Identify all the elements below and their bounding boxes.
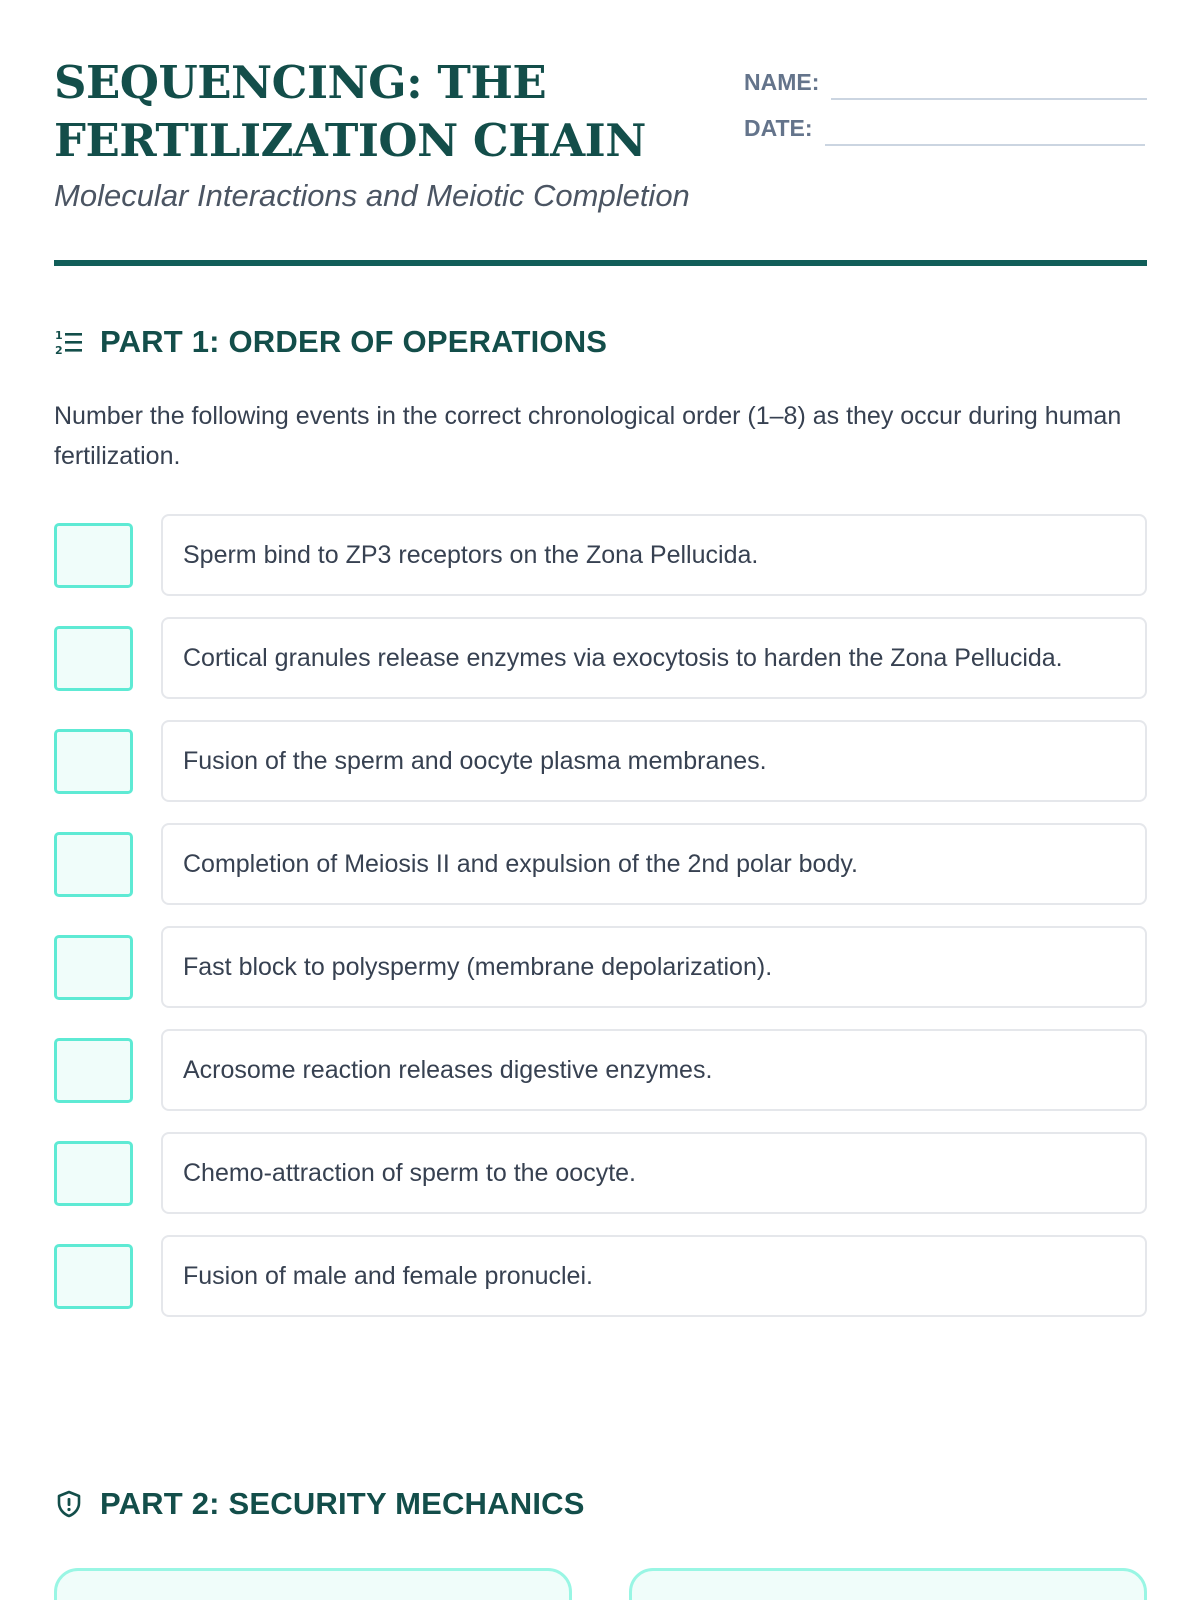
part2-heading (54, 1486, 585, 1522)
sequence-list (54, 514, 1147, 1338)
worksheet-page (54, 0, 1147, 1521)
name-label: NAME: (744, 69, 820, 95)
event-text: Fusion of the sperm and oocyte plasma membranes. (161, 720, 1147, 802)
sequence-item (54, 823, 1147, 905)
part1-heading (54, 324, 607, 360)
date-row (744, 100, 1147, 146)
sequence-item (54, 514, 1147, 596)
security-card-right (629, 1568, 1147, 1600)
part1-title: PART 1: ORDER OF OPERATIONS (100, 324, 608, 359)
event-text: Acrosome reaction releases digestive enzymes. (161, 1029, 1147, 1111)
sequence-item (54, 617, 1147, 699)
part2-cards (54, 1568, 1147, 1600)
event-text: Completion of Meiosis II and expulsion of the 2nd polar body. (161, 823, 1147, 905)
worksheet-header (54, 0, 1147, 266)
svg-text:1: 1 (55, 329, 63, 342)
security-card-left (54, 1568, 572, 1600)
order-number-input[interactable] (54, 523, 133, 588)
title-line-2: FERTILIZATION CHAIN (54, 114, 646, 167)
order-number-input[interactable] (54, 626, 133, 691)
numbered-list-icon (54, 327, 84, 357)
event-text: Cortical granules release enzymes via exocytosis to harden the Zona Pellucida. (161, 617, 1147, 699)
svg-text:2: 2 (55, 344, 63, 357)
order-number-input[interactable] (54, 1244, 133, 1309)
sequence-item (54, 720, 1147, 802)
part1-instructions: Number the following events in the correct chronological order (1–8) as they occur during human fertilization. (54, 402, 1122, 470)
name-row (744, 54, 1147, 100)
order-number-input[interactable] (54, 1038, 133, 1103)
order-number-input[interactable] (54, 1141, 133, 1206)
order-number-input[interactable] (54, 935, 133, 1000)
sequence-item (54, 1132, 1147, 1214)
student-info (744, 54, 1147, 146)
event-text: Sperm bind to ZP3 receptors on the Zona Pellucida. (161, 514, 1147, 596)
sequence-item (54, 1235, 1147, 1317)
order-number-input[interactable] (54, 729, 133, 794)
shield-alert-icon (54, 1489, 84, 1519)
date-label: DATE: (744, 115, 813, 141)
title-line-1: SEQUENCING: THE (54, 56, 547, 109)
event-text: Fast block to polyspermy (membrane depolarization). (161, 926, 1147, 1008)
event-text: Fusion of male and female pronuclei. (161, 1235, 1147, 1317)
name-field[interactable] (831, 70, 1147, 100)
part2-title: PART 2: SECURITY MECHANICS (100, 1486, 585, 1521)
date-field[interactable] (825, 116, 1145, 146)
page-subtitle: Molecular Interactions and Meiotic Completion (54, 178, 690, 213)
sequence-item (54, 926, 1147, 1008)
event-text: Chemo-attraction of sperm to the oocyte. (161, 1132, 1147, 1214)
header-divider (54, 260, 1147, 266)
page-title (54, 54, 714, 170)
sequence-item (54, 1029, 1147, 1111)
order-number-input[interactable] (54, 832, 133, 897)
